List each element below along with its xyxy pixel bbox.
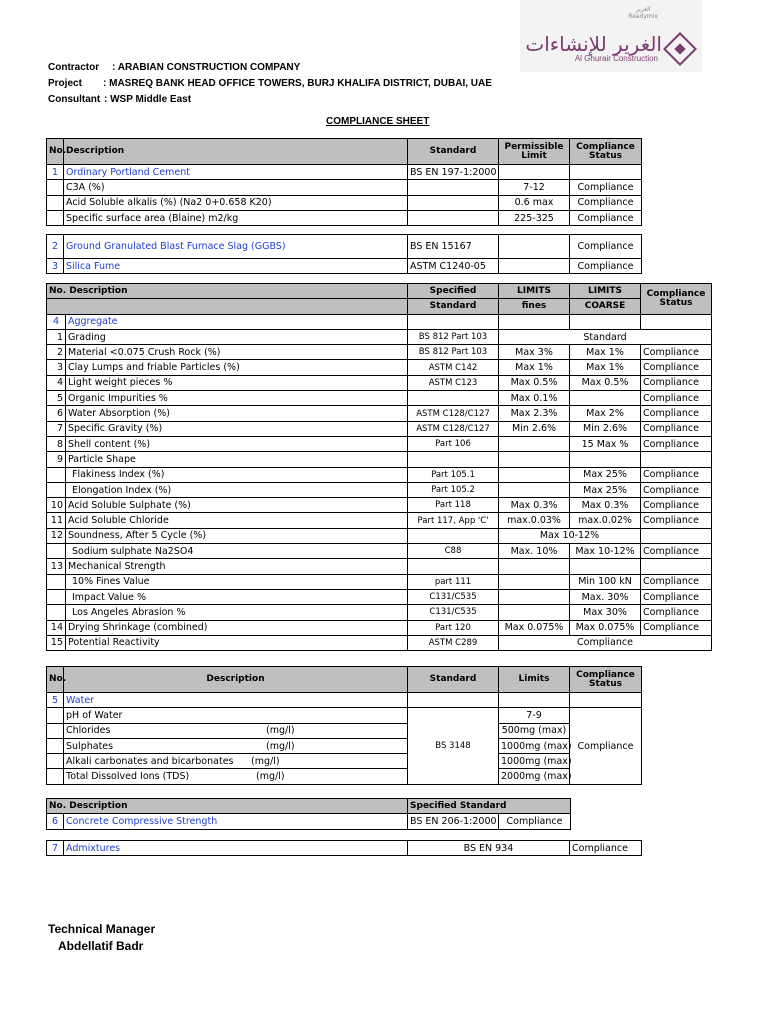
table-row: 2 Material <0.075 Crush Rock (%) BS 812 Part 103 Max 3% Max 1% Compliance (47, 345, 712, 360)
table-row: 1 Ordinary Portland Cement BS EN 197-1:2000 (47, 165, 642, 180)
table-row: 3 Silica Fume ASTM C1240-05 Compliance (47, 259, 642, 274)
admixtures-table (46, 840, 642, 856)
cement-table (46, 138, 642, 226)
table-row: 9 Particle Shape (47, 452, 712, 467)
table-row: 1 Grading BS 812 Part 103 Standard (47, 329, 712, 344)
water-table (46, 666, 642, 785)
table-row: Alkali carbonates and bicarbonates (mg/l) 1000mg (max) (47, 754, 642, 769)
page-title: COMPLIANCE SHEET (326, 116, 430, 127)
logo-arabic-name: الغرير للإنشاءات (525, 32, 662, 56)
col-description: Description (64, 667, 408, 693)
signature-name: Abdellatif Badr (58, 939, 144, 953)
col-no-description: No. Description (47, 284, 408, 299)
col-specified: Specified (408, 284, 499, 299)
table-row: 3 Clay Lumps and friable Particles (%) ASTM C142 Max 1% Max 1% Compliance (47, 360, 712, 375)
binders-table (46, 234, 642, 274)
table-row: Chlorides (mg/l) 500mg (max) (47, 723, 642, 738)
table-row: 2 Ground Granulated Blast Furnace Slag (GGBS) BS EN 15167 Compliance (47, 235, 642, 259)
table-row: Los Angeles Abrasion % C131/C535 Max 30% Compliance (47, 605, 712, 620)
table-row: 6 Concrete Compressive Strength BS EN 206-1:2000 Compliance (47, 814, 571, 829)
table-row: Sodium sulphate Na2SO4 C88 Max. 10% Max 10-12% Compliance (47, 544, 712, 559)
contractor-line (48, 62, 300, 73)
col-compliance-status: Compliance Status (570, 667, 642, 693)
col-compliance-status: Compliance Status (641, 284, 712, 315)
table-row: Specific surface area (Blaine) m2/kg 225-325 Compliance (47, 210, 642, 225)
table-row: Acid Soluble alkalis (%) (Na2 0+0.658 K20) 0.6 max Compliance (47, 195, 642, 210)
logo-diamond-icon (663, 32, 697, 66)
table-header-row (47, 799, 571, 814)
table-row: Flakiness Index (%) Part 105.1 Max 25% Compliance (47, 467, 712, 482)
project-line (48, 78, 492, 89)
concrete-table (46, 798, 571, 830)
aggregate-table (46, 283, 712, 651)
table-row: 5 Organic Impurities % Max 0.1% Compliance (47, 391, 712, 406)
col-no: No. (47, 139, 64, 165)
col-limits-coarse: LIMITS (570, 284, 641, 299)
col-no-description: No. Description (47, 799, 408, 814)
table-row: 15 Potential Reactivity ASTM C289 Compliance (47, 635, 712, 650)
table-row: 8 Shell content (%) Part 106 15 Max % Compliance (47, 436, 712, 451)
contractor-label: Contractor (48, 62, 100, 73)
water-standard: BS 3148 (408, 708, 499, 784)
table-row: Sulphates (mg/l) 1000mg (max) (47, 738, 642, 753)
table-row: 12 Soundness, After 5 Cycle (%) Max 10-12% (47, 528, 712, 543)
table-header-row (47, 139, 642, 165)
table-row: 10% Fines Value part 111 Min 100 kN Compliance (47, 574, 712, 589)
table-row: 4 Light weight pieces % ASTM C123 Max 0.5% Max 0.5% Compliance (47, 375, 712, 390)
consultant-value: : WSP Middle East (104, 94, 192, 105)
col-limits: Limits (499, 667, 570, 693)
table-row: 11 Acid Soluble Chloride Part 117, App 'C' max.0.03% max.0.02% Compliance (47, 513, 712, 528)
table-row: C3A (%) 7-12 Compliance (47, 180, 642, 195)
readymix-mark: الغرير Readymix (628, 6, 658, 20)
table-row: 10 Acid Soluble Sulphate (%) Part 118 Max 0.3% Max 0.3% Compliance (47, 498, 712, 513)
table-header-row (47, 667, 642, 693)
table-header-row: Standard fines COARSE (47, 299, 712, 314)
col-permissible-limit: Permissible Limit (499, 139, 570, 165)
project-value: : MASREQ BANK HEAD OFFICE TOWERS, BURJ KHALIFA DISTRICT, DUBAI, UAE (103, 78, 492, 89)
table-row: Total Dissolved Ions (TDS) (mg/l) 2000mg (max) (47, 769, 642, 784)
table-row: 5 Water (47, 693, 642, 708)
contractor-value: : ARABIAN CONSTRUCTION COMPANY (112, 62, 301, 73)
col-specified-standard: Specified Standard (408, 799, 571, 814)
signature-role: Technical Manager (48, 922, 156, 936)
logo-english-name: Al Ghurair Construction (574, 54, 658, 63)
consultant-line (48, 94, 191, 105)
table-row: 13 Mechanical Strength (47, 559, 712, 574)
col-standard: Standard (408, 139, 499, 165)
company-logo (520, 0, 702, 72)
table-row: 6 Water Absorption (%) ASTM C128/C127 Max 2.3% Max 2% Compliance (47, 406, 712, 421)
col-no: No. (47, 667, 64, 693)
project-label: Project (48, 78, 82, 89)
col-compliance-status: Compliance Status (570, 139, 642, 165)
consultant-label: Consultant (48, 94, 101, 105)
table-header-row (47, 284, 712, 299)
col-limits-fines: LIMITS (499, 284, 570, 299)
table-row: 7 Specific Gravity (%) ASTM C128/C127 Min 2.6% Min 2.6% Compliance (47, 421, 712, 436)
col-description: Description (64, 139, 408, 165)
table-row: 14 Drying Shrinkage (combined) Part 120 Max 0.075% Max 0.075% Compliance (47, 620, 712, 635)
table-row: Impact Value % C131/C535 Max. 30% Compliance (47, 589, 712, 604)
table-row: Elongation Index (%) Part 105.2 Max 25% Compliance (47, 482, 712, 497)
table-row: 4 Aggregate (47, 314, 712, 329)
table-row: 7 Admixtures BS EN 934 Compliance (47, 841, 642, 856)
water-status: Compliance (570, 708, 642, 784)
col-standard: Standard (408, 667, 499, 693)
table-row: pH of Water BS 3148 7-9 Compliance (47, 708, 642, 723)
